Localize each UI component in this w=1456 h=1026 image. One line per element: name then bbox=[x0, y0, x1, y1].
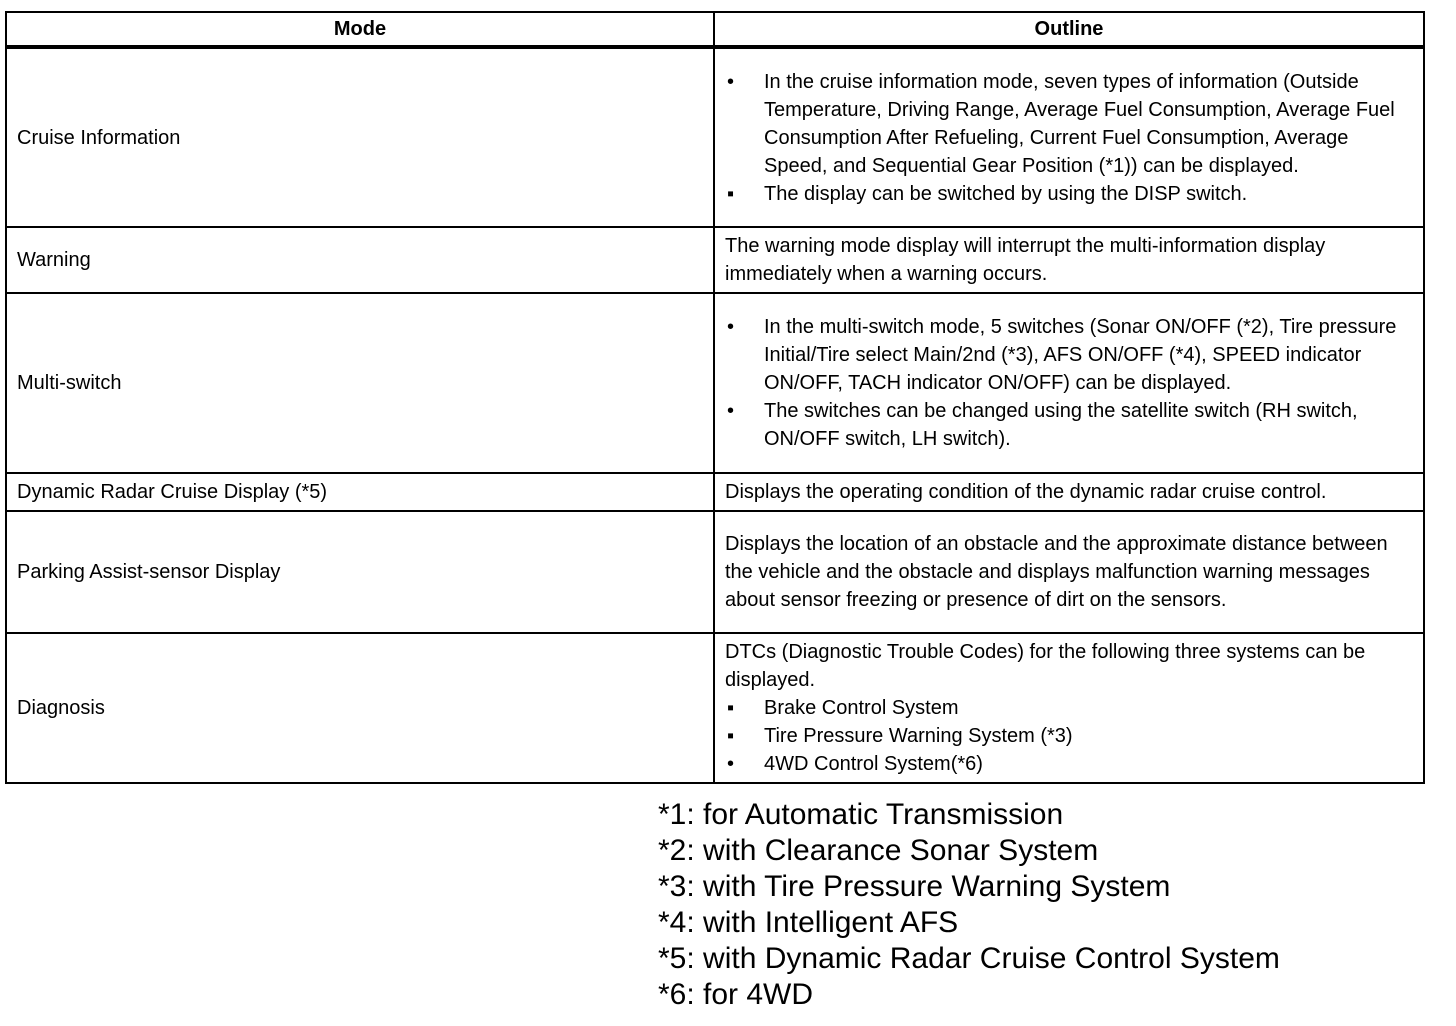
mode-cell: Cruise Information bbox=[6, 47, 714, 227]
outline-cell bbox=[714, 227, 1424, 293]
bullet-text: Brake Control System bbox=[764, 697, 959, 719]
bullet-icon: • bbox=[727, 753, 735, 775]
outline-text: DTCs (Diagnostic Trouble Codes) for the following three systems can be displayed. bbox=[725, 641, 1366, 691]
bullet-icon: • bbox=[727, 70, 735, 93]
list-item bbox=[725, 68, 1413, 180]
footnotes bbox=[658, 797, 1280, 1013]
bullet-list bbox=[725, 68, 1413, 208]
bullet-text: In the cruise information mode, seven types of information (Outside Temperature, Driving Range, Average Fuel Consumption, Average Fuel Consumption After Refueling, Current Fuel Consumption, Average Speed, and Sequential Gear Position (*1)) can be displayed. bbox=[764, 70, 1395, 177]
bullet-text: The switches can be changed using the satellite switch (RH switch, ON/OFF switch, LH switch). bbox=[764, 400, 1358, 450]
mode-cell: Diagnosis bbox=[6, 633, 714, 783]
bullet-icon: ▪ bbox=[727, 697, 735, 719]
table-row bbox=[6, 633, 1424, 783]
list-item bbox=[725, 750, 1413, 778]
footnote: *2: with Clearance Sonar System bbox=[658, 834, 1099, 867]
list-item bbox=[725, 180, 1413, 208]
table-row bbox=[6, 293, 1424, 473]
mode-column-header: Mode bbox=[6, 12, 714, 47]
outline-text: The warning mode display will interrupt the multi-information display immediately when a warning occurs. bbox=[725, 235, 1326, 285]
footnote: *5: with Dynamic Radar Cruise Control System bbox=[658, 942, 1280, 975]
bullet-icon: • bbox=[727, 400, 735, 422]
bullet-list bbox=[725, 694, 1413, 778]
mode-cell: Parking Assist-sensor Display bbox=[6, 511, 714, 633]
footnote: *1: for Automatic Transmission bbox=[658, 798, 1064, 831]
bullet-list bbox=[725, 313, 1413, 453]
outline-column-header: Outline bbox=[714, 12, 1424, 47]
bullet-text: The display can be switched by using the DISP switch. bbox=[764, 182, 1248, 205]
bullet-icon: ▪ bbox=[727, 182, 735, 205]
mode-cell: Dynamic Radar Cruise Display (*5) bbox=[6, 473, 714, 511]
table-row bbox=[6, 227, 1424, 293]
outline-cell bbox=[714, 511, 1424, 633]
mode-cell: Multi-switch bbox=[6, 293, 714, 473]
outline-cell bbox=[714, 473, 1424, 511]
table-header-row bbox=[6, 12, 1424, 47]
footnote: *3: with Tire Pressure Warning System bbox=[658, 870, 1171, 903]
outline-cell bbox=[714, 47, 1424, 227]
mode-cell: Warning bbox=[6, 227, 714, 293]
bullet-text: Tire Pressure Warning System (*3) bbox=[764, 725, 1073, 747]
outline-text: Displays the location of an obstacle and the approximate distance between the vehicle and the obstacle and displays malfunction warning messages about sensor freezing or presence of dirt on the sensors. bbox=[725, 533, 1388, 611]
bullet-text: 4WD Control System(*6) bbox=[764, 753, 983, 775]
footnote: *4: with Intelligent AFS bbox=[658, 906, 959, 939]
list-item bbox=[725, 313, 1413, 397]
bullet-text: In the multi-switch mode, 5 switches (Sonar ON/OFF (*2), Tire pressure Initial/Tire select Main/2nd (*3), AFS ON/OFF (*4), SPEED indicator ON/OFF, TACH indicator ON/OFF) can be displayed. bbox=[764, 316, 1397, 394]
outline-cell bbox=[714, 633, 1424, 783]
mode-outline-table bbox=[5, 11, 1425, 784]
outline-cell bbox=[714, 293, 1424, 473]
table-row bbox=[6, 473, 1424, 511]
footnote: *6: for 4WD bbox=[658, 978, 814, 1011]
table-row bbox=[6, 47, 1424, 227]
bullet-icon: ▪ bbox=[727, 725, 735, 747]
bullet-icon: • bbox=[727, 316, 735, 338]
outline-text: Displays the operating condition of the dynamic radar cruise control. bbox=[725, 481, 1327, 503]
list-item bbox=[725, 722, 1413, 750]
list-item bbox=[725, 694, 1413, 722]
list-item bbox=[725, 397, 1413, 453]
table-row bbox=[6, 511, 1424, 633]
